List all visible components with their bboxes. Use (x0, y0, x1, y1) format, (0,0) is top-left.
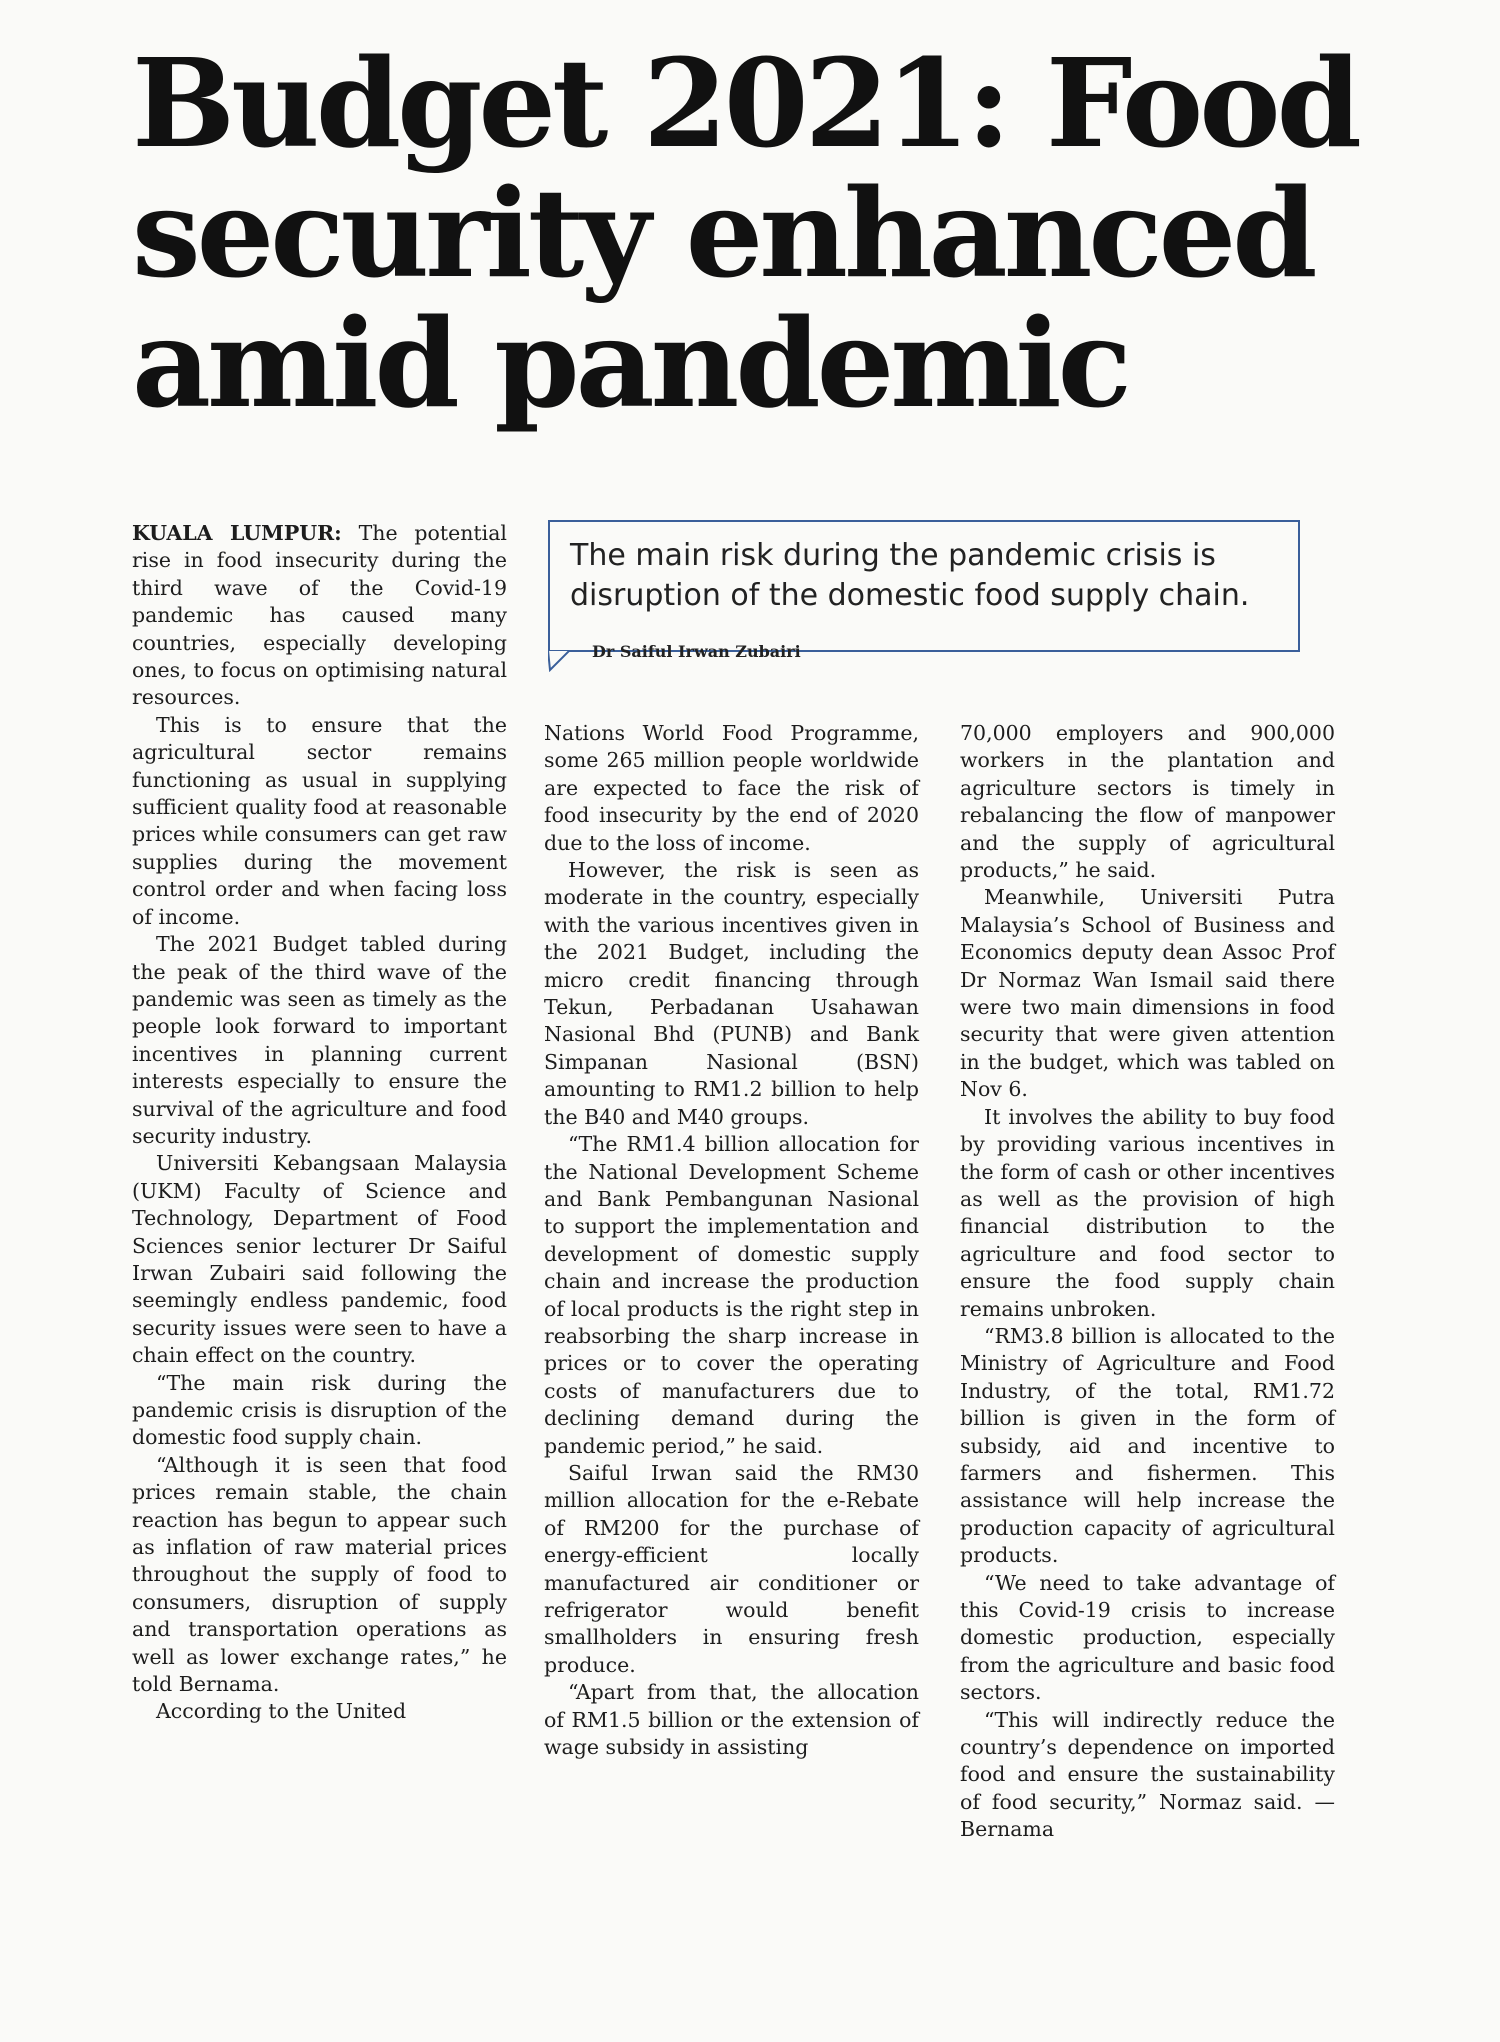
paragraph: Saiful Irwan said the RM30 million allocation for the e-Rebate of RM200 for the purchase of energy-efficient locally manufactured air conditioner or refrigerator would benefit smallholders in ensuring fresh produce. (544, 1460, 919, 1677)
paragraph: “Although it is seen that food prices remain stable, the chain reaction has begun to appear such as inflation of raw material prices throughout the supply of food to consumers, disruption of supply and transportation operations as well as lower exchange rates,” he told Bernama. (132, 1452, 507, 1697)
paragraph: “The main risk during the pandemic crisis is disruption of the domestic food supply chain. (132, 1370, 507, 1450)
paragraph: “This will indirectly reduce the country’s dependence on imported food and ensure the sustainability of food security,” Normaz said. — Bernama (960, 1707, 1335, 1842)
paragraph: “The RM1.4 billion allocation for the National Development Scheme and Bank Pembangunan Nasional to support the implementation and development of domestic supply chain and increase the production of local products is the right step in reabsorbing the sharp increase in prices or to cover the operating costs of manufacturers due to declining demand during the pandemic period,” he said. (544, 1132, 919, 1458)
paragraph: Meanwhile, Universiti Putra Malaysia’s School of Business and Economics deputy dean Assoc Prof Dr Normaz Wan Ismail said there were two main dimensions in food security that were given attention in the budget, which was tabled on Nov 6. (960, 885, 1335, 1102)
pull-quote-text: The main risk during the pandemic crisis is disruption of the domestic food supply chain. (570, 538, 1250, 613)
paragraph: 70,000 employers and 900,000 workers in the plantation and agriculture sectors is timely in rebalancing the flow of manpower and the supply of agricultural products,” he said. (960, 721, 1335, 883)
paragraph: The 2021 Budget tabled during the peak of the third wave of the pandemic was seen as timely as the people look forward to important incentives in planning current interests especially to ensure the survival of the agriculture and food security industry. (132, 932, 507, 1148)
pull-quote-box (548, 520, 1300, 652)
headline: Budget 2021: Food security enhanced amid pandemic (132, 31, 1358, 435)
paragraph: “Apart from that, the allocation of RM1.5 billion or the extension of wage subsidy in assisting (544, 1680, 919, 1760)
pull-quote-credit: Dr Saiful Irwan Zubairi (592, 642, 801, 661)
paragraph: “We need to take advantage of this Covid-19 crisis to increase domestic production, especially from the agriculture and basic food sectors. (960, 1570, 1335, 1705)
paragraph: However, the risk is seen as moderate in the country, especially with the various incentives given in the 2021 Budget, including the micro credit financing through Tekun, Perbadanan Usahawan Nasional Bhd (PUNB) and Bank Simpanan Nasional (BSN) amounting to RM1.2 billion to help the B40 and M40 groups. (544, 858, 919, 1129)
pull-quote-tail-icon (548, 650, 570, 672)
paragraph: This is to ensure that the agricultural sector remains functioning as usual in supplying sufficient quality food at reasonable prices while consumers can get raw supplies during the movement control order and when facing loss of income. (132, 712, 507, 929)
dateline: KUALA LUMPUR: (132, 521, 342, 545)
article-column-1 (132, 520, 507, 1726)
article-column-3 (960, 720, 1335, 1844)
paragraph: It involves the ability to buy food by providing various incentives in the form of cash or other incentives as well as the provision of high financial distribution to the agriculture and food sector to ensure the food supply chain remains unbroken. (960, 1104, 1335, 1321)
paragraph: “RM3.8 billion is allocated to the Ministry of Agriculture and Food Industry, of the total, RM1.72 billion is given in the form of subsidy, aid and incentive to farmers and fishermen. This assistance will help increase the production capacity of agricultural products. (960, 1323, 1335, 1568)
paragraph: Universiti Kebangsaan Malaysia (UKM) Faculty of Science and Technology, Department of Food Sciences senior lecturer Dr Saiful Irwan Zubairi said following the seemingly endless pandemic, food security issues were seen to have a chain effect on the country. (132, 1151, 507, 1368)
article-column-2 (544, 720, 919, 1761)
paragraph: According to the United (156, 1699, 407, 1724)
paragraph (132, 520, 507, 712)
paragraph: Nations World Food Programme, some 265 million people worldwide are expected to face the risk of food insecurity by the end of 2020 due to the loss of income. (544, 721, 919, 855)
paragraph-text: The potential rise in food insecurity during the third wave of the Covid-19 pandemic has caused many countries, especially developing ones, to focus on optimising natural resources. (132, 521, 507, 710)
